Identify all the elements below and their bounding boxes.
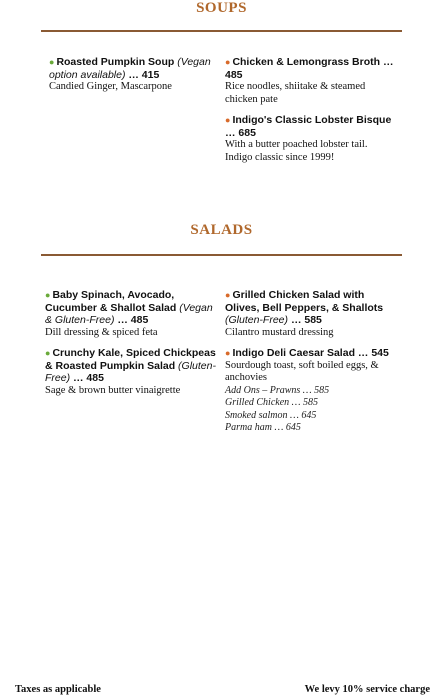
footer-service-charge-note: We levy 10% service charge	[304, 684, 430, 695]
bullet-icon: ●	[45, 290, 51, 300]
bullet-icon: ●	[45, 348, 51, 358]
addon-line: Parma ham … 645	[225, 422, 301, 433]
bullet-icon: ●	[225, 348, 231, 358]
footer-taxes-note: Taxes as applicable	[15, 684, 101, 695]
menu-item-roasted-pumpkin-soup: ● Roasted Pumpkin Soup (Vegan option available) … 415 Candied Ginger, Mascarpone	[49, 56, 214, 94]
item-description: Sage & brown butter vinaigrette	[45, 384, 181, 396]
divider-salads	[41, 254, 402, 256]
section-title-salads: SALADS	[190, 222, 253, 238]
bullet-icon: ●	[49, 57, 55, 67]
addon-line: Grilled Chicken … 585	[225, 397, 319, 408]
menu-item-chicken-lemongrass-broth: ● Chicken & Lemongrass Broth … 485 Rice noodles, shiitake & steamed chicken pate	[225, 56, 394, 105]
item-description: Candied Ginger, Mascarpone	[49, 81, 172, 92]
item-description: With a butter poached lobster tail. Indigo classic since 1999!	[225, 139, 368, 163]
divider-soups	[41, 30, 402, 32]
addon-line: Add Ons – Prawns … 585	[225, 384, 330, 396]
bullet-icon: ●	[225, 115, 231, 125]
menu-item-baby-spinach-salad: ● Baby Spinach, Avocado, Cucumber & Shallot Salad (Vegan & Gluten-Free) … 485 Dill dressing & spiced feta	[45, 289, 215, 339]
addon-line: Smoked salmon … 645	[225, 409, 317, 421]
menu-item-grilled-chicken-salad: ● Grilled Chicken Salad with Olives, Bell Peppers, & Shallots (Gluten-Free) … 585 Cilantro mustard dressing	[225, 289, 395, 339]
bullet-icon: ●	[225, 57, 231, 67]
item-description: Dill dressing & spiced feta	[45, 326, 158, 338]
section-title-soups: SOUPS	[196, 0, 247, 16]
item-description: Sourdough toast, soft boiled eggs, & anchovies	[225, 359, 379, 383]
item-description: Cilantro mustard dressing	[225, 326, 334, 338]
item-description: Rice noodles, shiitake & steamed chicken pate	[225, 81, 366, 105]
menu-item-caesar-salad: ● Indigo Deli Caesar Salad … 545 Sourdough toast, soft boiled eggs, & anchovies Add Ons – Prawns … 585 Grilled Chicken … 585 Smoked salmon … 645 Parma ham … 645	[225, 347, 401, 435]
bullet-icon: ●	[225, 290, 231, 300]
menu-item-lobster-bisque: ● Indigo's Classic Lobster Bisque … 685 With a butter poached lobster tail. Indigo classic since 1999!	[225, 114, 397, 164]
menu-item-crunchy-kale-salad: ● Crunchy Kale, Spiced Chickpeas & Roasted Pumpkin Salad (Gluten-Free) … 485 Sage & brown butter vinaigrette	[45, 347, 221, 397]
